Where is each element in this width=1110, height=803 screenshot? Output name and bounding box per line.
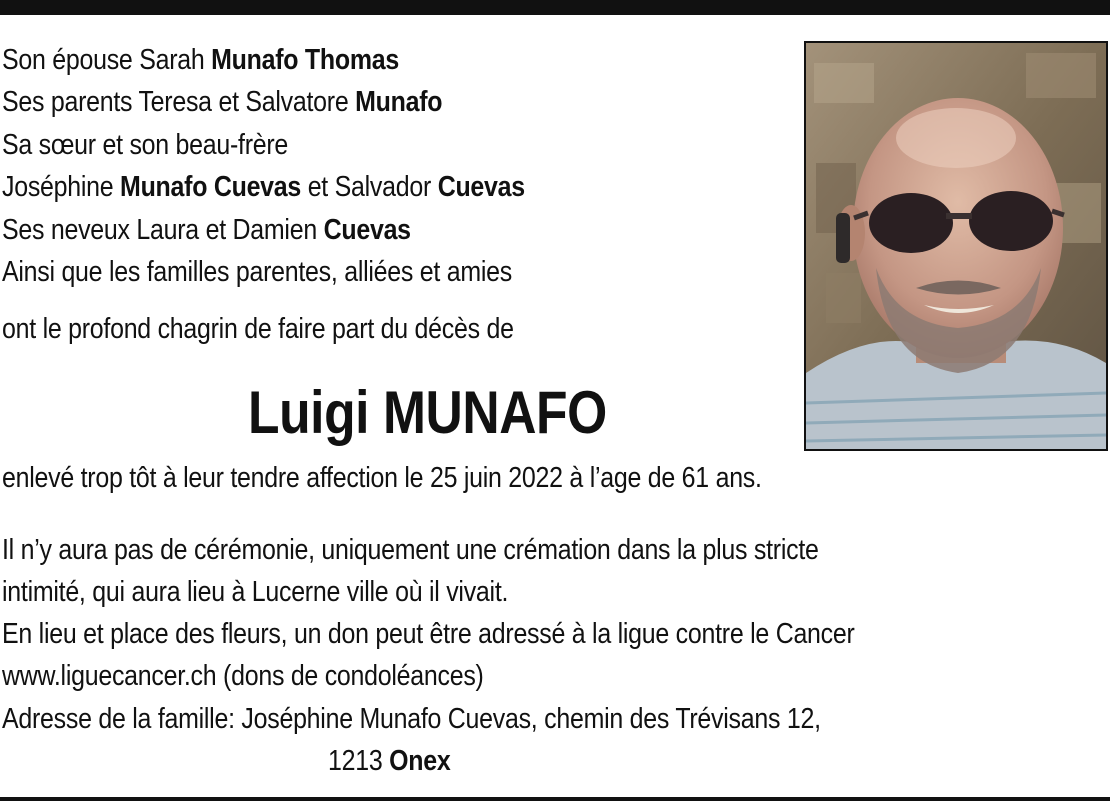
ceremony-line-2: intimité, qui aura lieu à Lucerne ville où il vivait. <box>2 576 509 608</box>
bottom-rule <box>0 797 1110 801</box>
family-line-sister: Joséphine Munafo Cuevas et Salvador Cuevas <box>2 171 525 203</box>
death-line: enlevé trop tôt à leur tendre affection le 25 juin 2022 à l’age de 61 ans. <box>2 462 762 494</box>
family-line-relatives: Ainsi que les familles parentes, alliées et amies <box>2 256 512 288</box>
address-line-1: Adresse de la famille: Joséphine Munafo Cuevas, chemin des Trévisans 12, <box>2 703 821 735</box>
announcement-line: ont le profond chagrin de faire part du décès de <box>2 313 514 345</box>
portrait-icon <box>806 43 1106 449</box>
top-rule <box>0 0 1110 15</box>
ceremony-line-1: Il n’y aura pas de cérémonie, uniquement une crémation dans la plus stricte <box>2 534 819 566</box>
family-line-nephews: Ses neveux Laura et Damien Cuevas <box>2 214 411 246</box>
family-line-parents: Ses parents Teresa et Salvatore Munafo <box>2 86 443 118</box>
address-line-2: 1213 Onex <box>328 745 451 777</box>
portrait-photo <box>804 41 1108 451</box>
donation-line-1: En lieu et place des fleurs, un don peut être adressé à la ligue contre le Cancer <box>2 618 855 650</box>
donation-line-2: www.liguecancer.ch (dons de condoléances) <box>2 660 484 692</box>
family-line-sister-intro: Sa sœur et son beau-frère <box>2 129 289 161</box>
deceased-name: Luigi MUNAFO <box>248 379 607 446</box>
family-line-spouse: Son épouse Sarah Munafo Thomas <box>2 44 400 76</box>
